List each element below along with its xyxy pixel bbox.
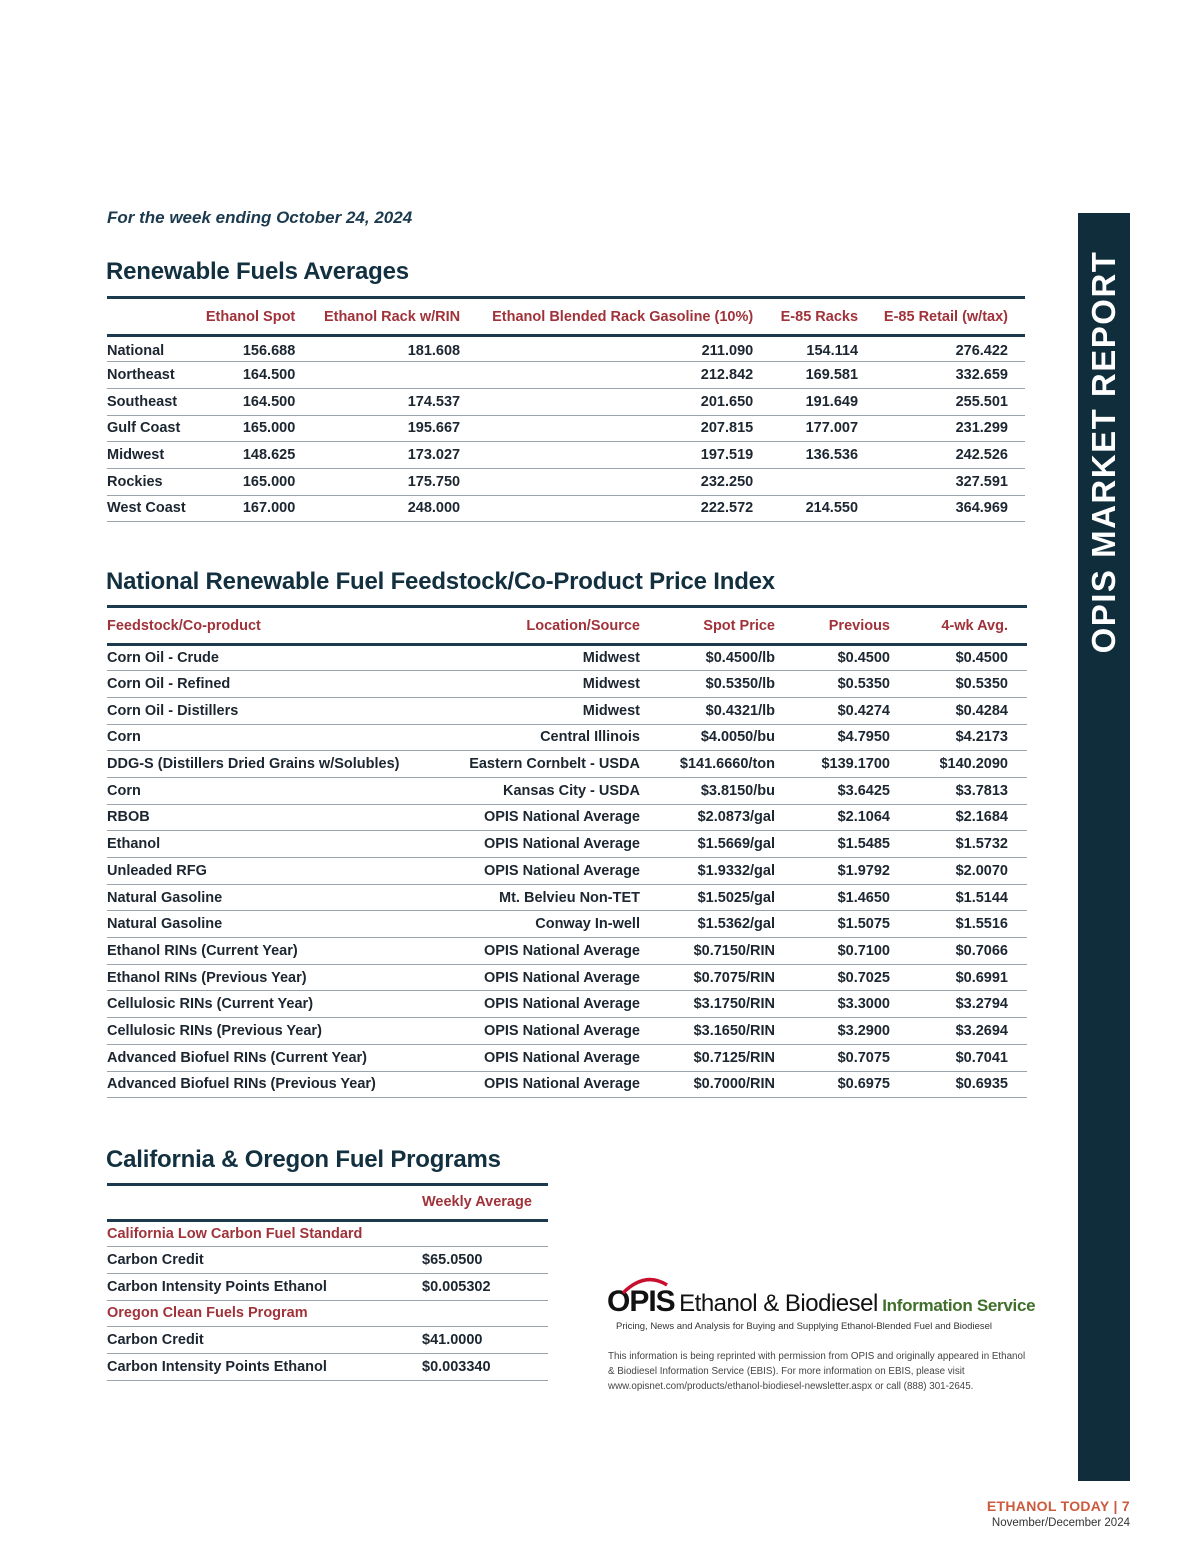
table-row: [107, 1018, 1027, 1045]
weekly-average-value: $65.0500: [422, 1252, 483, 1269]
table-row: [107, 938, 1027, 965]
spot-price-cell: $1.9332/gal: [697, 862, 775, 879]
table-row: [107, 777, 1027, 804]
spot-price-cell: $0.7150/RIN: [693, 942, 775, 959]
avg-cell: $1.5516: [955, 916, 1008, 933]
spot-price-cell: $3.1650/RIN: [693, 1022, 775, 1039]
avg-cell: $0.4500: [955, 649, 1008, 666]
opis-service-name: Information Service: [882, 1296, 1036, 1315]
column-header-location: Location/Source: [437, 613, 640, 644]
value-cell: 332.659: [955, 367, 1008, 384]
previous-cell: $0.6975: [837, 1076, 890, 1093]
location-cell: OPIS National Average: [483, 942, 640, 959]
feedstock-cell: Unleaded RFG: [107, 862, 207, 879]
value-cell: 195.667: [407, 420, 461, 437]
avg-cell: $2.0070: [955, 862, 1008, 879]
previous-cell: $2.1064: [837, 809, 890, 826]
table-row: [107, 724, 1027, 751]
value-cell: 255.501: [955, 393, 1008, 410]
table-row: [107, 388, 1025, 415]
spot-price-cell: $0.7075/RIN: [693, 969, 775, 986]
spot-price-cell: $3.8150/bu: [700, 782, 775, 799]
opis-tagline: Pricing, News and Analysis for Buying and Supplying Ethanol-Blended Fuel and Biodiesel: [616, 1321, 993, 1332]
previous-cell: $1.9792: [837, 862, 890, 879]
region-cell: Northeast: [107, 367, 175, 384]
weekly-average-value: $41.0000: [422, 1332, 483, 1349]
table-row: [107, 335, 1025, 362]
avg-cell: $1.5732: [955, 836, 1008, 853]
opis-arc-icon: [621, 1277, 669, 1295]
location-cell: Conway In-well: [535, 916, 640, 933]
spot-price-cell: $3.1750/RIN: [693, 996, 775, 1013]
value-cell: 136.536: [805, 447, 859, 464]
table-row: [107, 884, 1027, 911]
spot-price-cell: $0.4321/lb: [705, 702, 775, 719]
previous-cell: $0.7075: [837, 1049, 890, 1066]
table-row: [107, 1327, 548, 1354]
avg-cell: $0.4284: [955, 702, 1008, 719]
previous-cell: $3.2900: [837, 1022, 890, 1039]
opis-product-name: Ethanol & Biodiesel: [679, 1290, 878, 1317]
location-cell: Eastern Cornbelt - USDA: [469, 756, 640, 773]
region-cell: Gulf Coast: [107, 420, 181, 437]
feedstock-cell: Natural Gasoline: [107, 889, 223, 906]
item-label: Carbon Intensity Points Ethanol: [107, 1358, 327, 1375]
previous-cell: $0.5350: [837, 676, 890, 693]
location-cell: Mt. Belvieu Non-TET: [499, 889, 640, 906]
spot-price-cell: $1.5362/gal: [697, 916, 775, 933]
table-row: [107, 751, 1027, 778]
value-cell: 165.000: [242, 473, 296, 490]
value-cell: 364.969: [955, 500, 1008, 517]
table-row: [107, 858, 1027, 885]
location-cell: OPIS National Average: [483, 1049, 640, 1066]
opis-permission-note: This information is being reprinted with permission from OPIS and originally appeared in Ethanol & Biodiesel Information Service (EBIS). For more information on EBIS, please visit www.opisnet.com/products/ethanol-biodiesel-newsletter.aspx or call (888) 301-2645.: [608, 1351, 1026, 1392]
table-row: [107, 362, 1025, 389]
table-row: [107, 697, 1027, 724]
location-cell: OPIS National Average: [483, 969, 640, 986]
table-row: [107, 964, 1027, 991]
location-cell: OPIS National Average: [483, 1076, 640, 1093]
avg-cell: $0.7041: [955, 1049, 1008, 1066]
previous-cell: $0.4500: [837, 649, 890, 666]
feedstock-cell: Ethanol RINs (Previous Year): [107, 969, 307, 986]
sidebar-label: OPIS MARKET REPORT: [1085, 250, 1122, 654]
table-row: [107, 671, 1027, 698]
column-header-spot-price: Spot Price: [640, 613, 775, 644]
spot-price-cell: $2.0873/gal: [697, 809, 775, 826]
program-name: Oregon Clean Fuels Program: [107, 1305, 308, 1322]
spot-price-cell: $4.0050/bu: [700, 729, 775, 746]
feedstock-cell: Advanced Biofuel RINs (Previous Year): [107, 1076, 376, 1093]
value-cell: 197.519: [700, 447, 754, 464]
renewable-fuels-averages-table: [107, 305, 1025, 522]
location-cell: OPIS National Average: [483, 862, 640, 879]
feedstock-cell: Cellulosic RINs (Previous Year): [107, 1022, 322, 1039]
column-header-e85-retail: E-85 Retail (w/tax): [858, 305, 1025, 335]
weekly-average-value: [422, 1300, 548, 1327]
location-cell: OPIS National Average: [483, 836, 640, 853]
value-cell: 154.114: [806, 342, 859, 359]
weekly-average-value: $0.005302: [422, 1278, 491, 1295]
table-row: [107, 991, 1027, 1018]
week-label: For the week ending October 24, 2024: [107, 208, 413, 227]
value-cell: [753, 468, 858, 495]
previous-cell: $0.4274: [837, 702, 890, 719]
spot-price-cell: $0.7125/RIN: [693, 1049, 775, 1066]
previous-cell: $4.7950: [837, 729, 890, 746]
value-cell: 156.688: [242, 342, 296, 359]
program-row: [107, 1300, 548, 1327]
column-header-previous: Previous: [775, 613, 890, 644]
region-cell: National: [107, 342, 165, 359]
weekly-average-value: [422, 1220, 548, 1247]
spot-price-cell: $0.7000/RIN: [693, 1076, 775, 1093]
previous-cell: $1.5075: [837, 916, 890, 933]
previous-cell: $3.3000: [837, 996, 890, 1013]
column-header-ethanol-blended-rack: Ethanol Blended Rack Gasoline (10%): [460, 305, 753, 335]
value-cell: 175.750: [407, 473, 461, 490]
opis-logo: [607, 1285, 1036, 1319]
feedstock-price-index-table: [107, 613, 1027, 1098]
spot-price-cell: $0.4500/lb: [705, 649, 775, 666]
ca-or-fuel-programs-table: [107, 1190, 548, 1381]
column-header-4wk-avg: 4-wk Avg.: [890, 613, 1027, 644]
table-row: [107, 1071, 1027, 1098]
feedstock-cell: Corn Oil - Distillers: [107, 702, 239, 719]
feedstock-price-index-title: National Renewable Fuel Feedstock/Co-Product Price Index: [106, 568, 775, 595]
column-header-ethanol-spot: Ethanol Spot: [199, 305, 296, 335]
avg-cell: $3.2794: [955, 996, 1008, 1013]
feedstock-cell: Corn: [107, 782, 141, 799]
value-cell: 207.815: [700, 420, 754, 437]
region-cell: Midwest: [107, 447, 165, 464]
avg-cell: $0.6991: [955, 969, 1008, 986]
weekly-average-value: $0.003340: [422, 1358, 491, 1375]
column-header-weekly-average: Weekly Average: [422, 1190, 548, 1220]
previous-cell: $0.7100: [837, 942, 890, 959]
item-label: Carbon Credit: [107, 1332, 204, 1349]
table-row: [107, 1044, 1027, 1071]
feedstock-cell: Corn Oil - Refined: [107, 676, 231, 693]
table-row: [107, 911, 1027, 938]
value-cell: 212.842: [700, 367, 754, 384]
avg-cell: $3.7813: [955, 782, 1008, 799]
previous-cell: $1.4650: [837, 889, 890, 906]
footer-page-title: ETHANOL TODAY | 7: [986, 1498, 1130, 1514]
region-cell: Southeast: [107, 393, 178, 410]
program-name: California Low Carbon Fuel Standard: [107, 1225, 363, 1242]
avg-cell: $0.7066: [955, 942, 1008, 959]
feedstock-cell: DDG-S (Distillers Dried Grains w/Solubles): [107, 756, 400, 773]
table-row: [107, 1273, 548, 1300]
location-cell: Midwest: [582, 702, 640, 719]
table-header-row: [107, 613, 1027, 644]
section3-rule: [107, 1183, 548, 1186]
value-cell: 231.299: [955, 420, 1008, 437]
value-cell: 327.591: [955, 473, 1008, 490]
avg-cell: $140.2090: [939, 756, 1008, 773]
value-cell: 165.000: [242, 420, 296, 437]
value-cell: 201.650: [700, 393, 754, 410]
location-cell: Central Illinois: [540, 729, 640, 746]
table-row: [107, 468, 1025, 495]
value-cell: 211.090: [701, 342, 754, 359]
opis-mark: OPIS: [607, 1285, 675, 1318]
table-row: [107, 415, 1025, 442]
spot-price-cell: $1.5669/gal: [697, 836, 775, 853]
table-header-row: [107, 305, 1025, 335]
feedstock-cell: Corn: [107, 729, 141, 746]
section2-rule: [107, 605, 1027, 608]
location-cell: OPIS National Average: [483, 809, 640, 826]
value-cell: 191.649: [805, 393, 859, 410]
location-cell: Kansas City - USDA: [503, 782, 640, 799]
renewable-fuels-averages-title: Renewable Fuels Averages: [106, 258, 409, 285]
item-label: Carbon Credit: [107, 1252, 204, 1269]
value-cell: 222.572: [700, 500, 754, 517]
table-row: [107, 644, 1027, 671]
location-cell: Midwest: [582, 649, 640, 666]
avg-cell: $0.5350: [955, 676, 1008, 693]
column-header-e85-racks: E-85 Racks: [753, 305, 858, 335]
spot-price-cell: $1.5025/gal: [697, 889, 775, 906]
value-cell: 177.007: [805, 420, 859, 437]
ca-or-fuel-programs-title: California & Oregon Fuel Programs: [106, 1146, 501, 1173]
location-cell: OPIS National Average: [483, 996, 640, 1013]
previous-cell: $1.5485: [837, 836, 890, 853]
previous-cell: $0.7025: [837, 969, 890, 986]
previous-cell: $3.6425: [837, 782, 890, 799]
previous-cell: $139.1700: [821, 756, 890, 773]
table-header-row: [107, 1190, 548, 1220]
table-row: [107, 804, 1027, 831]
program-row: [107, 1220, 548, 1247]
value-cell: 174.537: [407, 393, 461, 410]
value-cell: 169.581: [805, 367, 859, 384]
avg-cell: $2.1684: [955, 809, 1008, 826]
spot-price-cell: $0.5350/lb: [705, 676, 775, 693]
table-row: [107, 495, 1025, 522]
region-cell: Rockies: [107, 473, 163, 490]
table-row: [107, 442, 1025, 469]
footer-issue-date: November/December 2024: [991, 1517, 1130, 1529]
column-header-feedstock: Feedstock/Co-product: [107, 613, 437, 644]
table-row: [107, 1353, 548, 1380]
feedstock-cell: Ethanol RINs (Current Year): [107, 942, 298, 959]
value-cell: 214.550: [805, 500, 859, 517]
avg-cell: $3.2694: [955, 1022, 1008, 1039]
value-cell: 173.027: [407, 447, 461, 464]
value-cell: 167.000: [242, 500, 296, 517]
location-cell: Midwest: [582, 676, 640, 693]
value-cell: 148.625: [242, 447, 296, 464]
spot-price-cell: $141.6660/ton: [679, 756, 775, 773]
table-row: [107, 831, 1027, 858]
feedstock-cell: Advanced Biofuel RINs (Current Year): [107, 1049, 367, 1066]
section1-rule: [107, 296, 1025, 299]
location-cell: OPIS National Average: [483, 1022, 640, 1039]
column-header-ethanol-rack-rin: Ethanol Rack w/RIN: [295, 305, 460, 335]
avg-cell: $0.6935: [955, 1076, 1008, 1093]
avg-cell: $4.2173: [955, 729, 1008, 746]
item-label: Carbon Intensity Points Ethanol: [107, 1278, 327, 1295]
value-cell: 242.526: [955, 447, 1008, 464]
column-header-region: [107, 305, 199, 335]
feedstock-cell: Ethanol: [107, 836, 161, 853]
feedstock-cell: RBOB: [107, 809, 150, 826]
avg-cell: $1.5144: [955, 889, 1008, 906]
value-cell: 276.422: [955, 342, 1008, 359]
table-row: [107, 1247, 548, 1274]
feedstock-cell: Natural Gasoline: [107, 916, 223, 933]
value-cell: 232.250: [700, 473, 754, 490]
region-cell: West Coast: [107, 500, 186, 517]
feedstock-cell: Cellulosic RINs (Current Year): [107, 996, 314, 1013]
value-cell: 181.608: [407, 342, 461, 359]
value-cell: 164.500: [242, 367, 296, 384]
feedstock-cell: Corn Oil - Crude: [107, 649, 219, 666]
value-cell: [295, 362, 460, 389]
value-cell: 248.000: [407, 500, 461, 517]
value-cell: 164.500: [242, 393, 296, 410]
